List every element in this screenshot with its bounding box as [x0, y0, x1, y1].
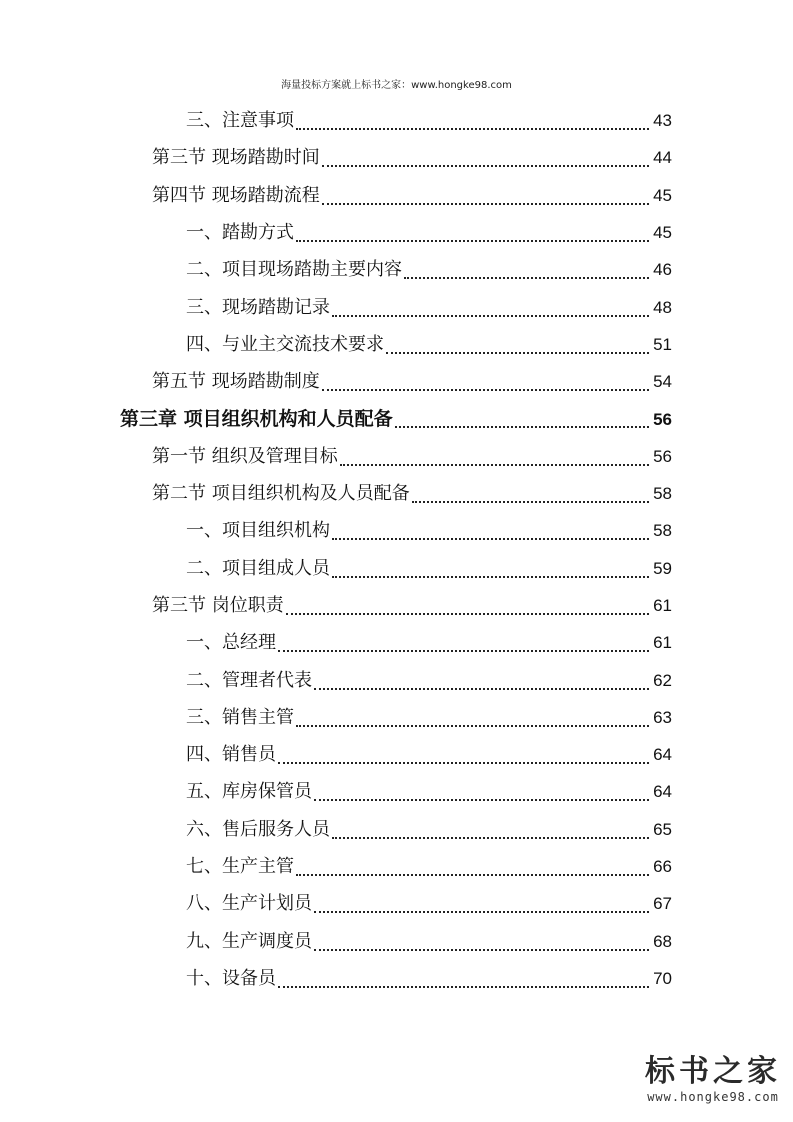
toc-entry[interactable]: [186, 740, 672, 770]
toc-dot-leader: [322, 203, 649, 205]
toc-dot-leader: [296, 240, 649, 242]
page-header: 海量投标方案就上标书之家：www.hongke98.com: [281, 80, 512, 91]
toc-entry[interactable]: [152, 442, 672, 472]
toc-entry[interactable]: [186, 852, 672, 882]
toc-dot-leader: [314, 911, 649, 913]
toc-page-number: 64: [653, 782, 672, 801]
toc-dot-leader: [322, 389, 649, 391]
toc-entry[interactable]: [152, 591, 672, 621]
toc-page-number: 68: [653, 932, 672, 951]
toc-page-number: 43: [653, 111, 672, 130]
toc-page-number: 46: [653, 260, 672, 279]
toc-entry[interactable]: [186, 218, 672, 248]
toc-dot-leader: [395, 426, 649, 428]
toc-dot-leader: [332, 315, 649, 317]
toc-entry-title: 三、现场踏勘记录: [186, 297, 330, 318]
toc-entry[interactable]: [186, 516, 672, 546]
toc-entry[interactable]: [186, 777, 672, 807]
toc-entry-title: 第一节 组织及管理目标: [152, 446, 338, 467]
toc-entry[interactable]: [186, 927, 672, 957]
toc-entry-title: 十、设备员: [186, 968, 276, 989]
toc-page-number: 44: [653, 148, 672, 167]
toc-page-number: 56: [653, 410, 672, 429]
toc-entry[interactable]: [186, 255, 672, 285]
toc-entry[interactable]: [186, 330, 672, 360]
toc-entry-title: 二、项目组成人员: [186, 558, 330, 579]
toc-dot-leader: [286, 613, 649, 615]
toc-entry-title: 一、踏勘方式: [186, 222, 294, 243]
toc-entry-title: 四、销售员: [186, 744, 276, 765]
toc-entry[interactable]: [186, 815, 672, 845]
logo: [645, 1046, 781, 1104]
toc-entry[interactable]: [152, 181, 672, 211]
toc-entry-title: 三、销售主管: [186, 707, 294, 728]
toc-entry[interactable]: [186, 106, 672, 136]
toc-entry-title: 一、总经理: [186, 632, 276, 653]
toc-page-number: 61: [653, 633, 672, 652]
toc-dot-leader: [296, 874, 649, 876]
toc-dot-leader: [278, 650, 649, 652]
toc-dot-leader: [314, 799, 649, 801]
toc-page-number: 58: [653, 484, 672, 503]
toc-entry[interactable]: [186, 293, 672, 323]
toc-dot-leader: [296, 725, 649, 727]
toc-page-number: 56: [653, 447, 672, 466]
toc-page-number: 45: [653, 186, 672, 205]
toc-entry[interactable]: [186, 628, 672, 658]
toc-entry-title: 第三章 项目组织机构和人员配备: [120, 408, 393, 430]
toc-dot-leader: [332, 538, 649, 540]
toc-page-number: 58: [653, 521, 672, 540]
toc-entry[interactable]: [152, 367, 672, 397]
toc-page-number: 45: [653, 223, 672, 242]
toc-entry[interactable]: [186, 666, 672, 696]
toc-page-number: 66: [653, 857, 672, 876]
toc-dot-leader: [412, 501, 649, 503]
toc-entry[interactable]: [152, 479, 672, 509]
toc-dot-leader: [404, 277, 649, 279]
toc-entry-title: 第四节 现场踏勘流程: [152, 185, 320, 206]
toc-entry-title: 第三节 岗位职责: [152, 595, 284, 616]
logo-url: www.hongke98.com: [647, 1090, 779, 1104]
toc-page-number: 59: [653, 559, 672, 578]
toc-page-number: 61: [653, 596, 672, 615]
toc-chapter-entry[interactable]: [120, 404, 672, 434]
toc-entry-title: 四、与业主交流技术要求: [186, 334, 384, 355]
toc-entry-title: 二、管理者代表: [186, 670, 312, 691]
toc-entry-title: 第二节 项目组织机构及人员配备: [152, 483, 410, 504]
toc-page-number: 54: [653, 372, 672, 391]
toc-page-number: 51: [653, 335, 672, 354]
toc-dot-leader: [332, 837, 649, 839]
toc-dot-leader: [322, 165, 649, 167]
toc-entry-title: 一、项目组织机构: [186, 520, 330, 541]
toc-entry[interactable]: [152, 143, 672, 173]
toc-entry-title: 三、注意事项: [186, 110, 294, 131]
toc-page-number: 65: [653, 820, 672, 839]
toc-entry-title: 九、生产调度员: [186, 931, 312, 952]
toc-entry[interactable]: [186, 964, 672, 994]
toc-page-number: 62: [653, 671, 672, 690]
toc-entry-title: 第五节 现场踏勘制度: [152, 371, 320, 392]
toc-page-number: 67: [653, 894, 672, 913]
toc-entry-title: 第三节 现场踏勘时间: [152, 147, 320, 168]
toc-page-number: 48: [653, 298, 672, 317]
toc-entry[interactable]: [186, 554, 672, 584]
toc-page-number: 70: [653, 969, 672, 988]
toc-entry[interactable]: [186, 703, 672, 733]
toc-entry-title: 二、项目现场踏勘主要内容: [186, 259, 402, 280]
toc-dot-leader: [278, 762, 649, 764]
toc-dot-leader: [296, 128, 649, 130]
toc-entry-title: 六、售后服务人员: [186, 819, 330, 840]
toc-entry-title: 五、库房保管员: [186, 781, 312, 802]
toc-entry-title: 七、生产主管: [186, 856, 294, 877]
toc-dot-leader: [386, 352, 649, 354]
toc-page-number: 63: [653, 708, 672, 727]
toc-entry-title: 八、生产计划员: [186, 893, 312, 914]
toc-dot-leader: [340, 464, 649, 466]
toc-dot-leader: [314, 949, 649, 951]
toc-dot-leader: [278, 986, 649, 988]
toc-entry[interactable]: [186, 889, 672, 919]
toc-page-number: 64: [653, 745, 672, 764]
toc-dot-leader: [314, 688, 649, 690]
logo-text: 标书之家: [645, 1054, 781, 1089]
toc-dot-leader: [332, 576, 649, 578]
